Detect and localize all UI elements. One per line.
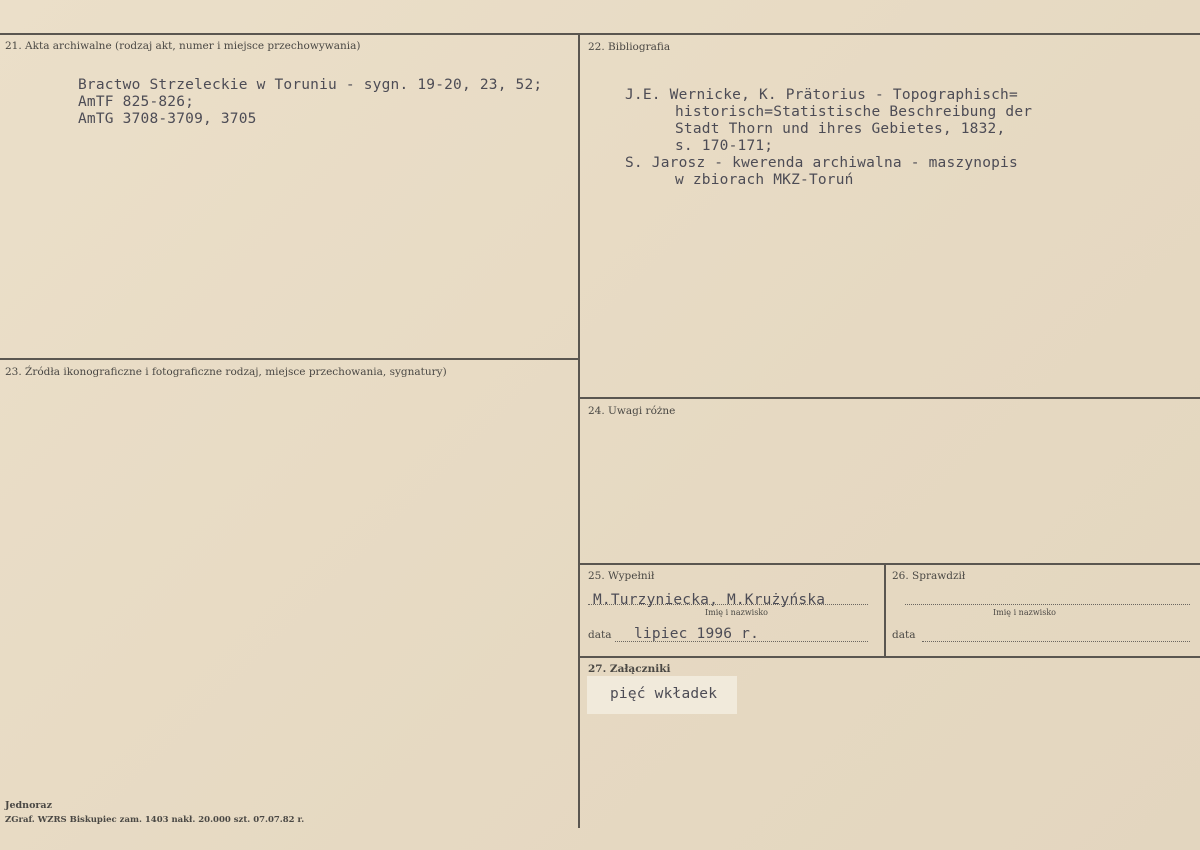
divider-24-25 xyxy=(578,563,1200,565)
vertical-divider xyxy=(578,33,580,828)
divider-21-23 xyxy=(0,358,578,360)
section-22-line-4: s. 170-171; xyxy=(675,138,774,154)
divider-22-24 xyxy=(578,397,1200,399)
top-border xyxy=(0,33,1200,35)
divider-25-27 xyxy=(578,656,1200,658)
name-caption-25: Imię i nazwisko xyxy=(705,608,768,617)
section-22-line-1: J.E. Wernicke, K. Prätorius - Topographisch= xyxy=(625,87,1018,103)
date-label-25: data xyxy=(588,629,612,641)
filled-by-name: M.Turzyniecka, M.Krużyńska xyxy=(593,592,826,608)
section-21-line-1: Bractwo Strzeleckie w Toruniu - sygn. 19-20, 23, 52; xyxy=(78,77,543,93)
section-25-label: 25. Wypełnił xyxy=(588,570,655,582)
section-22-line-6: w zbiorach MKZ-Toruń xyxy=(675,172,854,188)
section-22-line-5: S. Jarosz - kwerenda archiwalna - maszynopis xyxy=(625,155,1018,171)
section-22-line-2: historisch=Statistische Beschreibung der xyxy=(675,104,1033,120)
date-label-26: data xyxy=(892,629,916,641)
section-22-label: 22. Bibliografia xyxy=(588,41,671,53)
section-27-label: 27. Załączniki xyxy=(588,663,671,675)
section-24-label: 24. Uwagi różne xyxy=(588,405,676,417)
section-22-line-3: Stadt Thorn und ihres Gebietes, 1832, xyxy=(675,121,1006,137)
date-dotted-line-26 xyxy=(922,641,1190,642)
filled-date: lipiec 1996 r. xyxy=(634,626,760,642)
name-caption-26: Imię i nazwisko xyxy=(993,608,1056,617)
footer-line-2: ZGraf. WZRS Biskupiec zam. 1403 nakł. 20.000 szt. 07.07.82 r. xyxy=(5,815,305,825)
section-21-label: 21. Akta archiwalne (rodzaj akt, numer i miejsce przechowywania) xyxy=(5,40,361,52)
attachments-value: pięć wkładek xyxy=(610,686,718,702)
section-23-label: 23. Źródła ikonograficzne i fotograficzne rodzaj, miejsce przechowania, sygnatury) xyxy=(5,366,447,378)
divider-25-26 xyxy=(884,563,886,656)
name-dotted-line-26 xyxy=(905,604,1190,605)
section-21-line-3: AmTG 3708-3709, 3705 xyxy=(78,111,257,127)
section-21-line-2: AmTF 825-826; xyxy=(78,94,195,110)
footer-line-1: Jednoraz xyxy=(5,800,52,811)
name-dotted-line-25 xyxy=(588,604,868,605)
section-26-label: 26. Sprawdził xyxy=(892,570,966,582)
